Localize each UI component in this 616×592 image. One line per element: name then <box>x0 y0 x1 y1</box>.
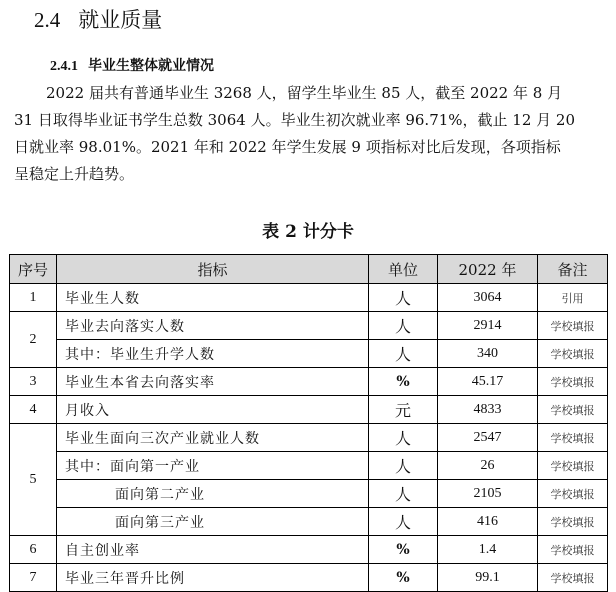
row-value: 340 <box>438 340 538 368</box>
row-value: 45.17 <box>438 368 538 396</box>
table-caption: 表 2 计分卡 <box>262 222 354 242</box>
row-unit: 人 <box>369 480 438 508</box>
row-note: 学校填报 <box>538 340 608 368</box>
table-row <box>10 424 608 452</box>
row-unit: 元 <box>369 396 438 424</box>
row-no: 7 <box>10 564 57 592</box>
row-indicator: 毕业生面向三次产业就业人数 <box>57 424 369 452</box>
row-indicator: 面向第三产业 <box>57 508 369 536</box>
row-value: 26 <box>438 452 538 480</box>
table-row <box>10 480 608 508</box>
row-unit: % <box>369 368 438 396</box>
row-note: 学校填报 <box>538 424 608 452</box>
row-unit: % <box>369 536 438 564</box>
row-indicator: 其中：面向第一产业 <box>57 452 369 480</box>
header-indicator: 指标 <box>57 255 369 284</box>
row-note: 学校填报 <box>538 564 608 592</box>
header-no: 序号 <box>10 255 57 284</box>
table-row <box>10 396 608 424</box>
row-no: 1 <box>10 284 57 312</box>
subsection-number: 2.4.1 <box>50 59 78 74</box>
row-value: 99.1 <box>438 564 538 592</box>
row-unit: 人 <box>369 508 438 536</box>
row-indicator: 月收入 <box>57 396 369 424</box>
body-paragraph <box>14 80 604 188</box>
table-row <box>10 312 608 340</box>
row-unit: 人 <box>369 452 438 480</box>
table-row <box>10 368 608 396</box>
row-no: 3 <box>10 368 57 396</box>
row-indicator: 自主创业率 <box>57 536 369 564</box>
table-row <box>10 508 608 536</box>
section-title: 就业质量 <box>78 8 163 32</box>
row-note: 学校填报 <box>538 368 608 396</box>
row-no: 2 <box>10 312 57 368</box>
row-note: 学校填报 <box>538 536 608 564</box>
row-unit: 人 <box>369 340 438 368</box>
row-indicator: 毕业去向落实人数 <box>57 312 369 340</box>
row-value: 2914 <box>438 312 538 340</box>
table-row <box>10 452 608 480</box>
table-row <box>10 536 608 564</box>
row-value: 416 <box>438 508 538 536</box>
scorecard-table <box>9 254 608 592</box>
row-value: 3064 <box>438 284 538 312</box>
row-value: 4833 <box>438 396 538 424</box>
row-no: 5 <box>10 424 57 536</box>
paragraph-line: 31 日取得毕业证书学生总数 3064 人。毕业生初次就业率 96.71%，截止 12 月 20 <box>14 111 576 129</box>
table-row <box>10 284 608 312</box>
row-no: 4 <box>10 396 57 424</box>
row-indicator: 毕业三年晋升比例 <box>57 564 369 592</box>
row-unit: % <box>369 564 438 592</box>
row-note: 学校填报 <box>538 480 608 508</box>
row-no: 6 <box>10 536 57 564</box>
row-value: 1.4 <box>438 536 538 564</box>
row-unit: 人 <box>369 284 438 312</box>
subsection-heading <box>50 55 214 75</box>
row-note: 引用 <box>538 284 608 312</box>
row-unit: 人 <box>369 312 438 340</box>
row-note: 学校填报 <box>538 508 608 536</box>
row-indicator: 毕业生本省去向落实率 <box>57 368 369 396</box>
row-note: 学校填报 <box>538 312 608 340</box>
paragraph-line: 呈稳定上升趋势。 <box>14 165 135 183</box>
table-row <box>10 340 608 368</box>
table-header-row <box>10 255 608 284</box>
table-row <box>10 564 608 592</box>
row-indicator: 毕业生人数 <box>57 284 369 312</box>
header-note: 备注 <box>538 255 608 284</box>
row-unit: 人 <box>369 424 438 452</box>
row-value: 2105 <box>438 480 538 508</box>
subsection-title: 毕业生整体就业情况 <box>88 58 214 74</box>
section-number: 2.4 <box>34 8 61 32</box>
header-year: 2022 年 <box>438 255 538 284</box>
paragraph-line: 日就业率 98.01%。2021 年和 2022 年学生发展 9 项指标对比后发现，各项指标 <box>14 138 561 156</box>
row-note: 学校填报 <box>538 452 608 480</box>
section-heading <box>34 4 162 34</box>
paragraph-line: 2022 届共有普通毕业生 3268 人，留学生毕业生 85 人，截至 2022 年 8 月 <box>46 84 563 102</box>
row-note: 学校填报 <box>538 396 608 424</box>
row-indicator: 面向第二产业 <box>57 480 369 508</box>
row-indicator: 其中：毕业生升学人数 <box>57 340 369 368</box>
row-value: 2547 <box>438 424 538 452</box>
header-unit: 单位 <box>369 255 438 284</box>
